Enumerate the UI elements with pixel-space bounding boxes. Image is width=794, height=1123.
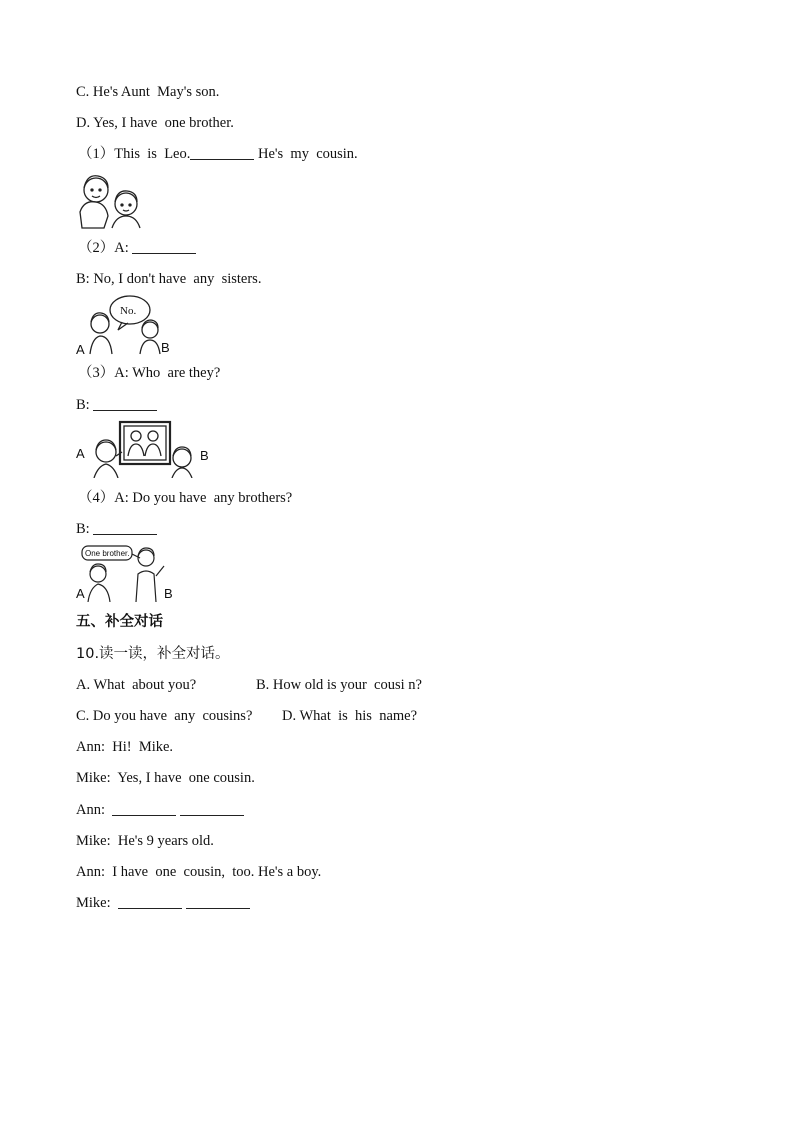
question-1	[78, 145, 358, 163]
answer-blank[interactable]	[112, 801, 176, 816]
answer-blank[interactable]	[118, 894, 182, 909]
option-b: B. How old is your cousi n?	[256, 677, 422, 693]
question-4: （4）A: Do you have any brothers?	[78, 490, 293, 506]
question-1-suffix: He's my cousin.	[254, 146, 358, 162]
option-a: A. What about you?	[76, 677, 197, 693]
option-d-text: D. Yes, I have one brother.	[76, 115, 234, 131]
dialogue-line-5: Ann: I have one cousin, too. He's a boy.	[76, 864, 322, 880]
question-2-answer: B: No, I don't have any sisters.	[76, 271, 262, 287]
question-3-answer	[76, 396, 157, 414]
dialogue-line-2: Mike: Yes, I have one cousin.	[76, 770, 255, 786]
dialogue-speaker: Ann:	[76, 802, 113, 818]
question-3-answer-prefix: B:	[76, 397, 94, 413]
picture-speech-no	[76, 294, 186, 356]
answer-blank[interactable]	[186, 894, 250, 909]
picture-family-photo	[76, 420, 214, 478]
question-4-answer-prefix: B:	[76, 521, 94, 537]
dialogue-line-6	[76, 894, 250, 912]
label-a: A	[76, 586, 85, 601]
speech-bubble-text: One brother.	[85, 549, 130, 558]
dialogue-speaker: Mike:	[76, 895, 118, 911]
answer-blank[interactable]	[132, 239, 196, 254]
option-d: D. What is his name?	[282, 708, 418, 724]
question-2	[78, 239, 196, 257]
section-heading: 五、补全对话	[76, 614, 163, 630]
question-1-prefix: （1）This is Leo.	[78, 146, 191, 162]
option-c: C. Do you have any cousins?	[76, 708, 253, 724]
section-instruction: 10.读一读，补全对话。	[76, 646, 230, 662]
question-2-prefix: （2）A:	[78, 240, 133, 256]
speech-bubble-text: No.	[120, 305, 137, 317]
label-b: B	[161, 340, 170, 355]
answer-blank[interactable]	[180, 801, 244, 816]
question-4-answer	[76, 520, 157, 538]
dialogue-line-3	[76, 801, 244, 819]
label-b: B	[164, 586, 173, 601]
picture-two-children	[74, 172, 146, 230]
label-a: A	[76, 446, 85, 461]
dialogue-line-4: Mike: He's 9 years old.	[76, 833, 214, 849]
dialogue-line-1: Ann: Hi! Mike.	[76, 739, 174, 755]
answer-blank[interactable]	[93, 396, 157, 411]
picture-one-brother	[76, 544, 176, 602]
label-a: A	[76, 342, 85, 356]
label-b: B	[200, 448, 209, 463]
option-c-text: C. He's Aunt May's son.	[76, 84, 220, 100]
answer-blank[interactable]	[190, 145, 254, 160]
question-3: （3）A: Who are they?	[78, 365, 221, 381]
answer-blank[interactable]	[93, 520, 157, 535]
